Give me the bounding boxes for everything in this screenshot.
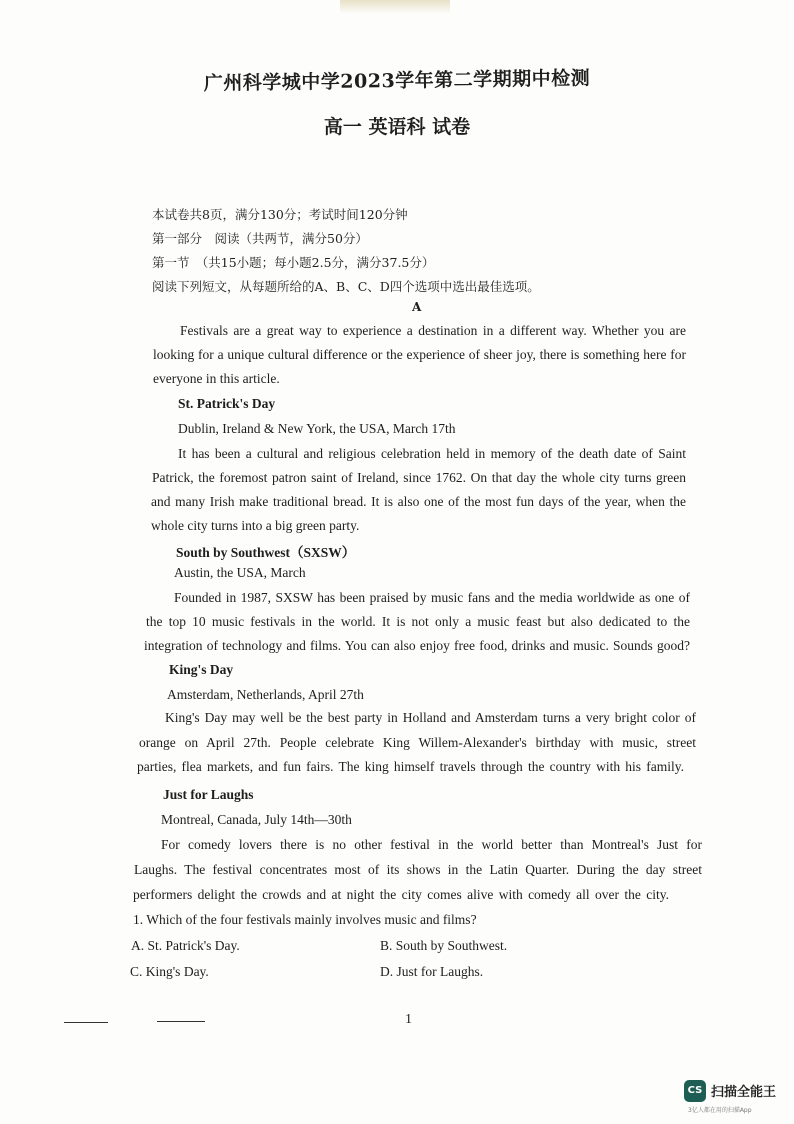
festival-name: King's Day	[169, 662, 234, 677]
festival-text-line: Laughs. The festival concentrates most of its shows in the Latin Quarter. During the day street	[134, 862, 702, 877]
festival-place: Austin, the USA, March	[174, 565, 306, 580]
question-stem: 1. Which of the four festivals mainly involves music and films?	[133, 912, 477, 927]
scanner-watermark	[684, 1077, 784, 1117]
festival-text-line: the top 10 music festivals in the world. It is not only a music feast but also dedicated to the	[146, 614, 690, 629]
festival-text-line: integration of technology and films. You can also enjoy free food, drinks and music. Sounds good?	[144, 638, 690, 653]
passage-label: A	[412, 300, 422, 314]
section-heading: 第一节 （共15小题；每小题2.5分，满分37.5分）	[152, 255, 435, 270]
part-heading: 第一部分 阅读（共两节，满分50分）	[152, 231, 368, 246]
option-d: D. Just for Laughs.	[380, 964, 484, 979]
scan-artifact	[340, 0, 450, 14]
festival-place: Montreal, Canada, July 14th—30th	[161, 812, 352, 827]
instructions: 阅读下列短文，从每题所给的A、B、C、D四个选项中选出最佳选项。	[152, 279, 540, 294]
exam-subtitle: 高一 英语科 试卷	[323, 116, 471, 138]
watermark-tagline: 3亿人都在用的扫描App	[688, 1107, 752, 1114]
festival-text-line: parties, flea markets, and fun fairs. The king himself travels through the country with his family.	[137, 759, 684, 774]
option-b: B. South by Southwest.	[380, 938, 508, 953]
exam-info: 本试卷共8页，满分130分；考试时间120分钟	[152, 207, 408, 222]
camscanner-logo-icon: CS	[684, 1080, 706, 1102]
footer-rule	[157, 1021, 205, 1022]
festival-text-line: and many Irish make traditional bread. It is also one of the most fun days of the year, when the	[151, 494, 686, 509]
option-c: C. King's Day.	[130, 964, 209, 979]
festival-name: South by Southwest（SXSW）	[176, 545, 356, 560]
festival-name: Just for Laughs	[163, 787, 254, 802]
passage-intro-line: looking for a unique cultural difference or the experience of sheer joy, there is something here for	[153, 347, 686, 362]
festival-text-line: whole city turns into a big green party.	[151, 518, 360, 533]
passage-intro-line: Festivals are a great way to experience a destination in a different way. Whether you are	[180, 323, 686, 338]
festival-text-line: For comedy lovers there is no other festival in the world better than Montreal's Just for	[161, 837, 702, 852]
festival-text-line: Patrick, the foremost patron saint of Ireland, since 1762. On that day the whole city turns green	[152, 470, 686, 485]
exam-title: 广州科学城中学2023学年第二学期期中检测	[203, 67, 591, 95]
festival-text-line: Founded in 1987, SXSW has been praised by music fans and the media worldwide as one of	[174, 590, 690, 605]
festival-place: Dublin, Ireland & New York, the USA, March 17th	[178, 421, 456, 436]
option-a: A. St. Patrick's Day.	[131, 938, 240, 953]
festival-text-line: King's Day may well be the best party in Holland and Amsterdam turns a very bright color of	[165, 710, 696, 725]
festival-place: Amsterdam, Netherlands, April 27th	[167, 687, 364, 702]
festival-text-line: It has been a cultural and religious celebration held in memory of the death date of Saint	[178, 446, 686, 461]
festival-text-line: orange on April 27th. People celebrate King Willem-Alexander's birthday with music, street	[139, 735, 696, 750]
festival-name: St. Patrick's Day	[178, 396, 276, 411]
footer-rule	[64, 1022, 108, 1023]
watermark-name: 扫描全能王	[711, 1085, 777, 1100]
passage-intro-line: everyone in this article.	[153, 371, 280, 386]
festival-text-line: performers delight the crowds and at night the city comes alive with comedy all over the city.	[133, 887, 669, 902]
page-number: 1	[405, 1012, 412, 1027]
